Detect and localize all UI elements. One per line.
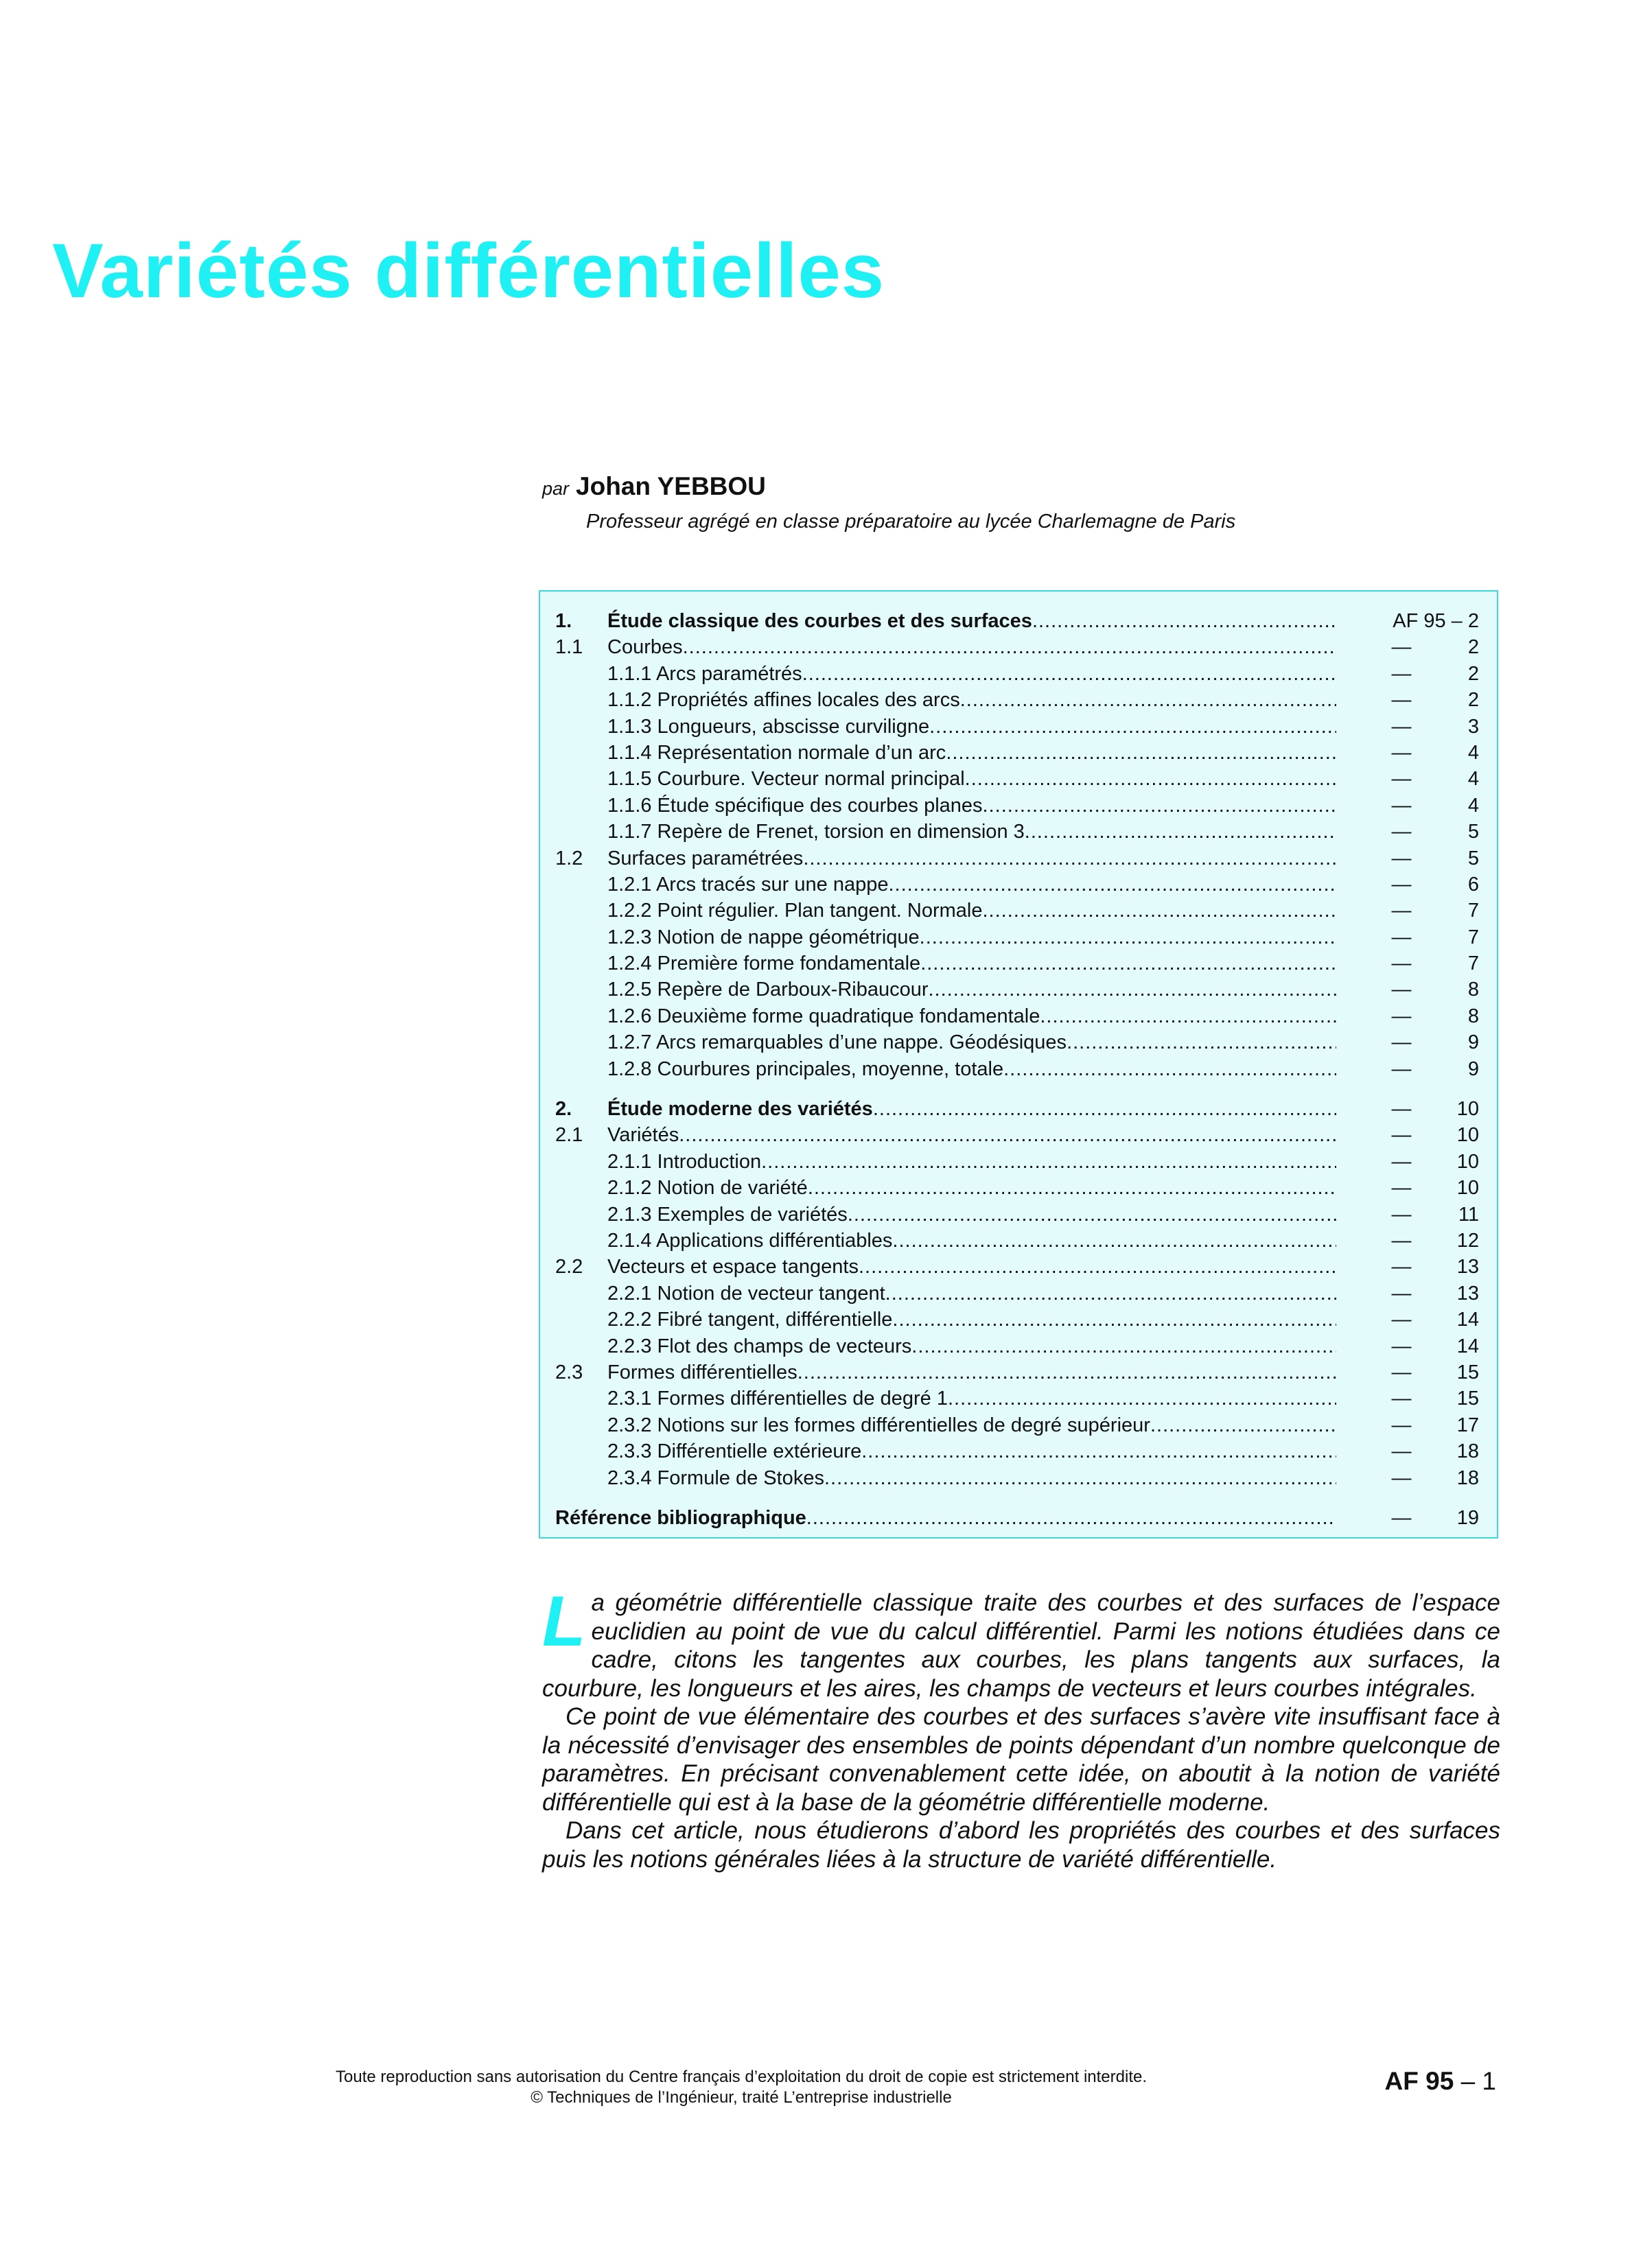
toc-page-number: 5 [1467,847,1479,869]
toc-ditto-dash: — [1391,1005,1412,1027]
page-number [1385,2067,1496,2096]
toc-entry-reference [1377,845,1479,872]
toc-entry-label: 2.3.4 Formule de Stokes [607,1466,824,1489]
toc-entry[interactable] [555,1412,1479,1438]
toc-page-number: 9 [1467,1057,1479,1080]
toc-dot-leader [1003,1056,1336,1082]
toc-entry-reference [1377,1254,1479,1280]
toc-entry[interactable] [555,1202,1479,1228]
toc-entry[interactable] [555,845,1479,872]
toc-page-number: 13 [1456,1256,1479,1278]
toc-page-number: 19 [1456,1506,1479,1529]
toc-dot-leader [1025,819,1336,845]
toc-entry-label: 1.2.5 Repère de Darboux-Ribaucour [607,979,929,1001]
toc-ditto-dash: — [1391,1335,1412,1357]
toc-entry[interactable] [555,1122,1479,1148]
toc-page-number: 3 [1467,715,1479,738]
toc-entry-label: 2.2.3 Flot des champs de vecteurs [607,1335,912,1357]
toc-entry[interactable] [555,1003,1479,1029]
toc-entry[interactable] [555,661,1479,687]
toc-ditto-dash: — [1391,1414,1412,1436]
toc-entry-label: 1.2.2 Point régulier. Plan tangent. Normale [607,900,983,922]
toc-entry[interactable] [555,1149,1479,1175]
toc-entry-label: 1.2.4 Première forme fondamentale [607,952,921,975]
toc-entry-label: 1.1.1 Arcs paramétrés [607,662,802,685]
toc-entry[interactable] [555,924,1479,950]
toc-entry-reference [1377,1465,1479,1491]
toc-entry[interactable] [555,819,1479,845]
toc-entry[interactable] [555,898,1479,924]
toc-page-number: 2 [1467,662,1479,685]
toc-ditto-dash: — [1391,1388,1412,1410]
toc-page-number: 2 [1467,689,1479,712]
toc-dot-leader [803,845,1336,872]
footer-line-1: Toute reproduction sans autorisation du Centre français d’exploitation du droit de copie est strictement interdite. [336,2068,1147,2086]
toc-dot-leader [1150,1412,1336,1438]
toc-entry-number: 2. [555,1098,572,1121]
toc-entry[interactable] [555,1386,1479,1412]
toc-page-number: 6 [1467,873,1479,896]
toc-entry-number: 1. [555,610,572,632]
toc-dot-leader [892,1307,1336,1333]
toc-entry-label: 1.1.5 Courbure. Vecteur normal principal [607,768,965,791]
toc-page-number: 5 [1467,821,1479,843]
toc-dot-leader [948,1386,1336,1412]
toc-dot-leader [824,1465,1336,1491]
toc-dot-leader [802,661,1336,687]
intro-paragraph-2: Ce point de vue élémentaire des courbes et des surfaces s’avère vite insuffisant face à la nécessité d’envisager des ensembles de points dépendant d’un nombre quelconque de paramètres. En précisant convenablement cette idée, on aboutit à la notion de variété différentielle qui est à la base de la géométrie différentielle moderne. [542,1703,1500,1816]
toc-entry-label: 1.1.3 Longueurs, abscisse curviligne [607,715,930,738]
intro-paragraph-1 [542,1582,1500,1703]
toc-entry-number: 1.2 [555,847,583,869]
toc-entry[interactable] [555,793,1479,819]
toc-dot-leader [983,793,1336,819]
toc-entry-label: Surfaces paramétrées [607,847,804,869]
toc-entry-label: 2.2.1 Notion de vecteur tangent [607,1282,885,1305]
toc-page-number: 4 [1467,741,1479,764]
toc-ditto-dash: — [1391,1031,1412,1054]
toc-dot-leader [911,1333,1336,1359]
toc-ditto-dash: — [1391,1177,1412,1200]
toc-entry-label: 1.1.2 Propriétés affines locales des arcs [607,689,960,712]
toc-entry-reference [1377,740,1479,766]
copyright-footer [206,2067,1277,2108]
toc-dot-leader [797,1359,1336,1386]
toc-entry-reference [1377,1386,1479,1412]
toc-page-number: 7 [1467,926,1479,948]
toc-entry-number: 2.3 [555,1361,583,1383]
toc-page-number: 2 [1467,636,1479,659]
toc-page-number: 12 [1456,1229,1479,1252]
toc-page-number: 15 [1456,1388,1479,1410]
toc-entry-number: 2.1 [555,1124,583,1147]
toc-dot-leader [1040,1003,1336,1029]
toc-ditto-dash: — [1391,1203,1412,1226]
toc-ditto-dash: — [1391,926,1412,948]
toc-entry-label: 1.2.7 Arcs remarquables d’une nappe. Géodésiques [607,1031,1067,1054]
toc-dot-leader [929,714,1336,740]
toc-entry-reference [1377,1202,1479,1228]
toc-page-number: 9 [1467,1031,1479,1054]
toc-page-number: 8 [1467,1005,1479,1027]
toc-entry-reference [1377,1359,1479,1386]
toc-dot-leader [888,872,1336,898]
toc-ditto-dash: — [1391,1098,1412,1121]
toc-entry[interactable] [555,1281,1479,1307]
toc-page-number: 18 [1456,1466,1479,1489]
author-name: Johan YEBBOU [576,472,766,500]
toc-dot-leader [679,1122,1336,1148]
toc-dot-leader [920,950,1336,977]
toc-ditto-dash: — [1391,847,1412,869]
toc-entry[interactable] [555,1307,1479,1333]
toc-dot-leader [892,1228,1336,1254]
toc-entry-reference [1377,1029,1479,1055]
toc-dot-leader [929,977,1337,1003]
introduction [542,1582,1500,1873]
toc-entry-label: 1.2.8 Courbures principales, moyenne, totale [607,1057,1004,1080]
toc-entry-reference [1377,1228,1479,1254]
toc-entry-label: 1.2.1 Arcs tracés sur une nappe [607,873,889,896]
toc-ditto-dash: — [1391,1361,1412,1383]
toc-page-number: 10 [1456,1150,1479,1173]
toc-entry-label: 2.1.3 Exemples de variétés [607,1203,848,1226]
toc-page-number: 7 [1467,952,1479,975]
toc-ditto-dash: — [1391,1309,1412,1331]
toc-entry-label: 1.2.6 Deuxième forme quadratique fondamentale [607,1005,1040,1027]
toc-entry-label: 1.1.7 Repère de Frenet, torsion en dimension 3 [607,821,1025,843]
toc-page-number: 17 [1456,1414,1479,1436]
toc-entry-reference [1377,766,1479,792]
toc-entry-reference [1377,1003,1479,1029]
toc-ditto-dash: — [1391,1150,1412,1173]
toc-entry-reference [1377,950,1479,977]
toc-entry-reference [1377,1056,1479,1082]
toc-entry-label: 1.1.6 Étude spécifique des courbes planes [607,794,983,817]
toc-dot-leader [920,924,1336,950]
toc-entry[interactable] [555,1096,1479,1122]
toc-entry-reference [1377,872,1479,898]
intro-paragraph-3: Dans cet article, nous étudierons d’abord les propriétés des courbes et des surfaces puis les notions générales liées à la structure de variété différentielle. [542,1817,1500,1873]
toc-entry[interactable] [555,714,1479,740]
toc-ditto-dash: — [1391,821,1412,843]
toc-entry[interactable] [555,1254,1479,1280]
document-code: AF 95 [1384,2067,1454,2095]
toc-dot-leader [806,1505,1336,1531]
toc-entry-reference [1377,898,1479,924]
toc-dot-leader [848,1202,1336,1228]
toc-dot-leader [960,687,1336,713]
author-prefix: par [542,478,570,499]
toc-ditto-dash: — [1391,1440,1412,1463]
toc-entry-label: Courbes [607,636,683,659]
toc-entry-label: 2.1.2 Notion de variété [607,1177,808,1200]
toc-entry-label: 1.1.4 Représentation normale d’un arc [607,741,946,764]
toc-ditto-dash: — [1391,636,1412,659]
toc-entry-label: 2.2.2 Fibré tangent, différentielle [607,1309,893,1331]
toc-entry[interactable] [555,608,1479,634]
toc-entry-reference [1377,1438,1479,1464]
toc-entry-label: Variétés [607,1124,679,1147]
toc-dot-leader [761,1149,1336,1175]
toc-entry-reference [1377,1505,1479,1531]
toc-ditto-dash: — [1391,1256,1412,1278]
toc-ditto-dash: — [1391,741,1412,764]
toc-ditto-dash: — [1391,794,1412,817]
toc-page-number: 11 [1458,1203,1479,1226]
toc-entry-label: 2.3.2 Notions sur les formes différentielles de degré supérieur [607,1414,1150,1436]
toc-entry[interactable] [555,1175,1479,1201]
toc-entry-reference [1377,634,1479,660]
toc-entry-reference [1377,1175,1479,1201]
toc-entry-reference [1377,661,1479,687]
toc-entry-label: 2.3.3 Différentielle extérieure [607,1440,862,1463]
toc-page-number: 15 [1456,1361,1479,1383]
toc-page-number: 4 [1467,768,1479,791]
toc-entry[interactable] [555,1438,1479,1464]
toc-entry[interactable] [555,1029,1479,1055]
toc-entry-reference: AF 95 – 2 [1393,610,1479,632]
toc-ditto-dash: — [1391,1124,1412,1147]
toc-entry-label: 2.3.1 Formes différentielles de degré 1 [607,1388,948,1410]
toc-ditto-dash: — [1391,689,1412,712]
toc-dot-leader [683,634,1336,660]
toc-entry-reference [1377,1149,1479,1175]
toc-entry[interactable] [555,740,1479,766]
toc-dot-leader [873,1096,1336,1122]
intro-paragraph-1-text: a géométrie différentielle classique traite des courbes et des surfaces de l’espace euclidien au point de vue du calcul différentiel. Parmi les notions étudiées dans ce cadre, citons les tangentes aux courbes, les plans tangents aux surfaces, la courbure, les longueurs et les aires, les champs de vecteurs et leurs courbes intégrales. [542,1589,1500,1702]
toc-dot-leader [1067,1029,1336,1055]
toc-page-number: 10 [1456,1124,1479,1147]
toc-entry[interactable] [555,766,1479,792]
toc-ditto-dash: — [1391,1057,1412,1080]
toc-entry-label: Formes différentielles [607,1361,797,1383]
author-block [542,472,1235,533]
toc-ditto-dash: — [1391,1466,1412,1489]
author-affiliation: Professeur agrégé en classe préparatoire au lycée Charlemagne de Paris [586,511,1236,533]
toc-entry[interactable] [555,634,1479,660]
document-title: Variétés différentielles [52,228,885,314]
toc-entry-label: Étude classique des courbes et des surfaces [607,610,1032,632]
toc-dot-leader [983,898,1337,924]
toc-page-number: 13 [1456,1282,1479,1305]
toc-ditto-dash: — [1391,900,1412,922]
toc-entry-reference [1377,1307,1479,1333]
toc-entry[interactable] [555,687,1479,713]
toc-dot-leader [946,740,1336,766]
toc-entry[interactable] [555,1228,1479,1254]
toc-dot-leader [859,1254,1336,1280]
toc-entry[interactable] [555,1359,1479,1386]
page-index: – 1 [1460,2067,1496,2095]
toc-entry-label: Étude moderne des variétés [607,1098,873,1121]
toc-dot-leader [885,1281,1336,1307]
toc-entry-label: 2.1.1 Introduction [607,1150,762,1173]
toc-page-number: 10 [1456,1177,1479,1200]
toc-entry-reference [1377,1412,1479,1438]
toc-page-number: 18 [1456,1440,1479,1463]
toc-entry-label: Référence bibliographique [555,1506,806,1529]
toc-dot-leader [808,1175,1336,1201]
toc-ditto-dash: — [1391,979,1412,1001]
toc-entry-reference [1377,977,1479,1003]
toc-page-number: 14 [1456,1335,1479,1357]
toc-page-number: 4 [1467,794,1479,817]
toc-ditto-dash: — [1391,768,1412,791]
footer-line-2: © Techniques de l’Ingénieur, traité L’entreprise industrielle [531,2088,952,2107]
toc-dot-leader [861,1438,1336,1464]
toc-entry-reference [1377,1122,1479,1148]
toc-entry[interactable] [555,950,1479,977]
toc-ditto-dash: — [1391,952,1412,975]
toc-entry-reference [1377,793,1479,819]
toc-dot-leader [965,766,1336,792]
toc-entry-reference [1377,1096,1479,1122]
toc-entry[interactable] [555,1333,1479,1359]
toc-entry-reference [1377,924,1479,950]
toc-entry-label: 1.2.3 Notion de nappe géométrique [607,926,920,948]
toc-ditto-dash: — [1391,715,1412,738]
toc-ditto-dash: — [1391,873,1412,896]
toc-entry-reference [1377,714,1479,740]
toc-entry[interactable] [555,1056,1479,1082]
drop-cap: L [542,1582,586,1661]
toc-entry-label: Vecteurs et espace tangents [607,1256,859,1278]
toc-ditto-dash: — [1391,1506,1412,1529]
toc-entry-label: 2.1.4 Applications différentiables [607,1229,893,1252]
toc-page-number: 14 [1456,1309,1479,1331]
toc-page-number: 7 [1467,900,1479,922]
toc-page-number: 10 [1456,1098,1479,1121]
toc-ditto-dash: — [1391,662,1412,685]
toc-entry-reference [1377,1281,1479,1307]
toc-entry[interactable] [555,1505,1479,1531]
toc-ditto-dash: — [1391,1282,1412,1305]
toc-dot-leader [1032,608,1336,634]
toc-entry-number: 2.2 [555,1256,583,1278]
toc-entry-reference [1377,687,1479,713]
toc-entry-reference [1377,1333,1479,1359]
toc-entry-reference [1377,819,1479,845]
toc-entry-number: 1.1 [555,636,583,659]
table-of-contents [539,590,1498,1539]
toc-entry[interactable] [555,872,1479,898]
toc-ditto-dash: — [1391,1229,1412,1252]
toc-page-number: 8 [1467,979,1479,1001]
toc-entry[interactable] [555,977,1479,1003]
toc-entry[interactable] [555,1465,1479,1491]
